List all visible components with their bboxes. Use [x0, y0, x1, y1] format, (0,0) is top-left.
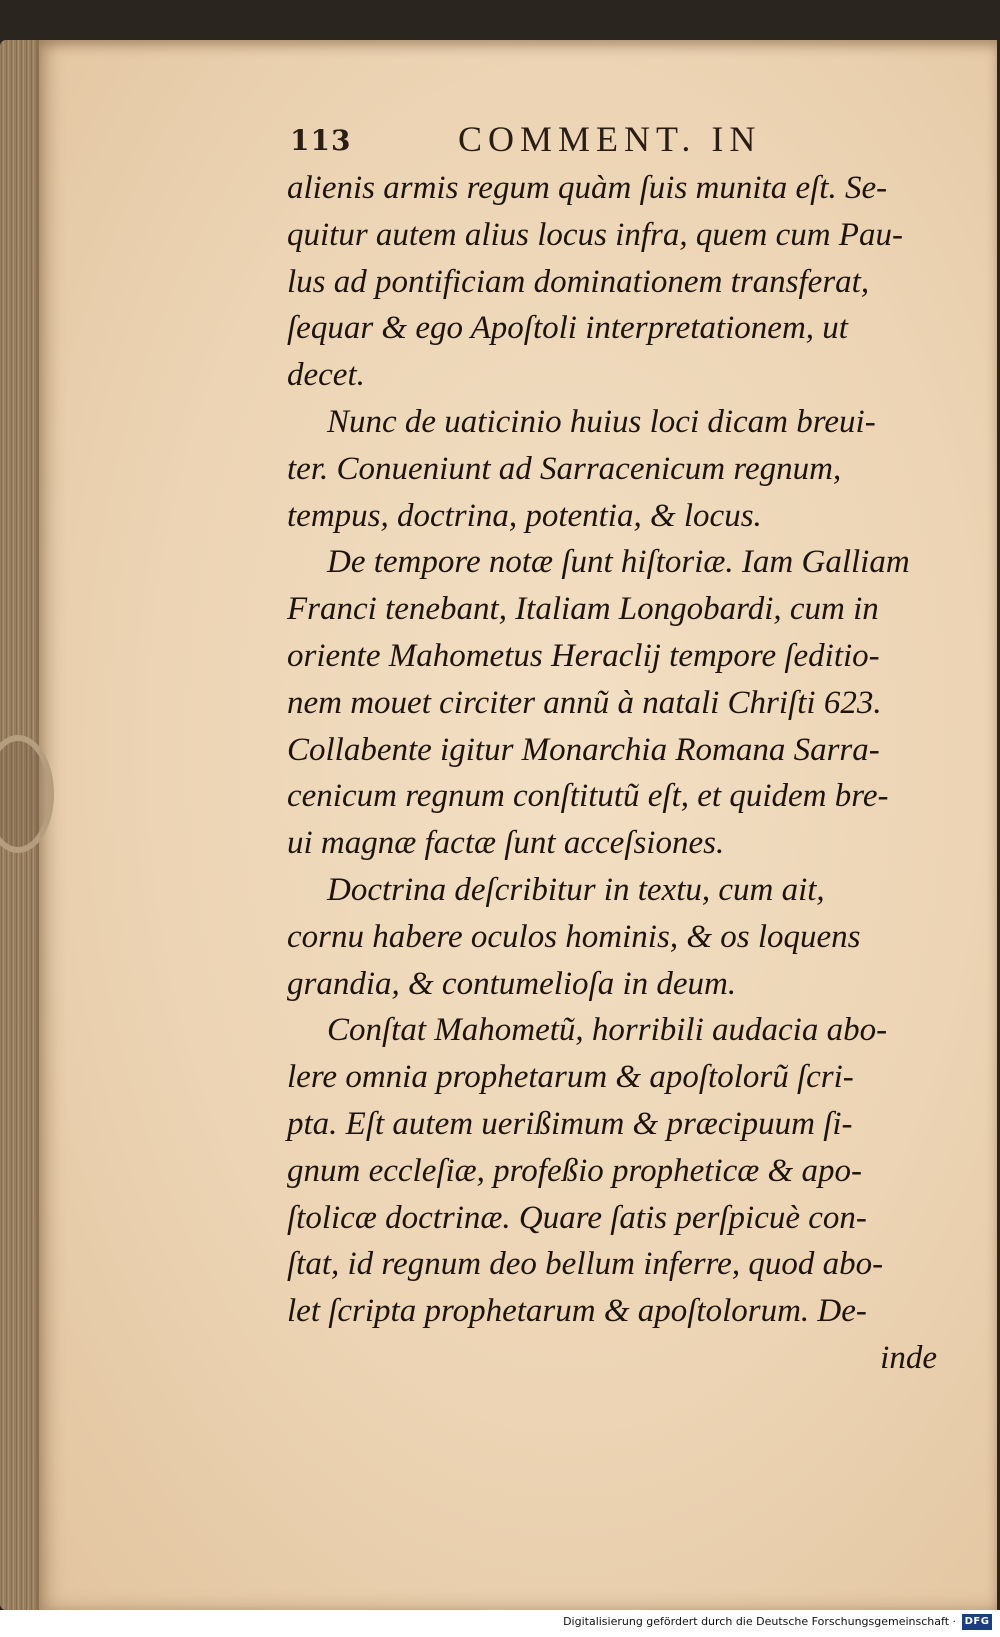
funding-credit: Digitalisierung gefördert durch die Deutsche Forschungsgemeinschaft ·: [563, 1615, 956, 1628]
text-line: cornu habere oculos hominis, & os loquens: [287, 918, 861, 955]
text-line: nem mouet circiter annũ à natali Chriſti 623.: [287, 684, 882, 721]
footer-bar: [0, 1610, 1000, 1637]
page-number: 113: [290, 124, 352, 157]
text-line: quitur autem alius locus infra, quem cum Pau-: [287, 216, 903, 253]
text-line: lus ad pontificiam dominationem transferat,: [287, 263, 870, 300]
text-line: Collabente igitur Monarchia Romana Sarra-: [287, 731, 880, 768]
text-line: oriente Mahometus Heraclij tempore ſeditio-: [287, 637, 880, 674]
text-line: ſtolicæ doctrinæ. Quare ſatis perſpicuè con-: [287, 1199, 867, 1236]
text-line: tempus, doctrina, potentia, & locus.: [287, 497, 762, 534]
text-line: cenicum regnum conſtitutũ eſt, et quidem bre-: [287, 778, 889, 815]
text-line: ſequar & ego Apoſtoli interpretationem, ut: [287, 310, 848, 347]
text-line: ſtat, id regnum deo bellum inferre, quod abo-: [287, 1246, 884, 1283]
text-line: lere omnia prophetarum & apoſtolorũ ſcri-: [287, 1059, 854, 1096]
text-line: Doctrina deſcribitur in textu, cum ait,: [327, 871, 825, 908]
dfg-logo: DFG: [962, 1614, 992, 1630]
text-line: Nunc de uaticinio huius loci dicam breui-: [327, 403, 876, 440]
text-line: alienis armis regum quàm ſuis munita eſt. Se-: [287, 170, 888, 206]
running-head: COMMENT. IN: [458, 119, 762, 159]
body-text: [287, 165, 937, 1382]
text-line: gnum eccleſiæ, profeßio propheticæ & apo-: [287, 1152, 862, 1189]
text-line: ui magnæ factæ ſunt acceſsiones.: [287, 825, 725, 862]
text-line: Franci tenebant, Italiam Longobardi, cum in: [287, 591, 879, 628]
text-line: Conſtat Mahometũ, horribili audacia abo-: [327, 1012, 888, 1049]
text-line: ter. Conueniunt ad Sarracenicum regnum,: [287, 450, 842, 487]
text-line: pta. Eſt autem uerißimum & præcipuum ſi-: [287, 1105, 853, 1142]
catchword: inde: [880, 1339, 937, 1376]
text-line: grandia, & contumelioſa in deum.: [287, 965, 737, 1002]
page-header: [290, 112, 820, 162]
text-line: De tempore notæ ſunt hiſtoriæ. Iam Galliam: [327, 544, 910, 581]
text-line: decet.: [287, 357, 365, 394]
text-line: let ſcripta prophetarum & apoſtolorum. De-: [287, 1293, 867, 1330]
